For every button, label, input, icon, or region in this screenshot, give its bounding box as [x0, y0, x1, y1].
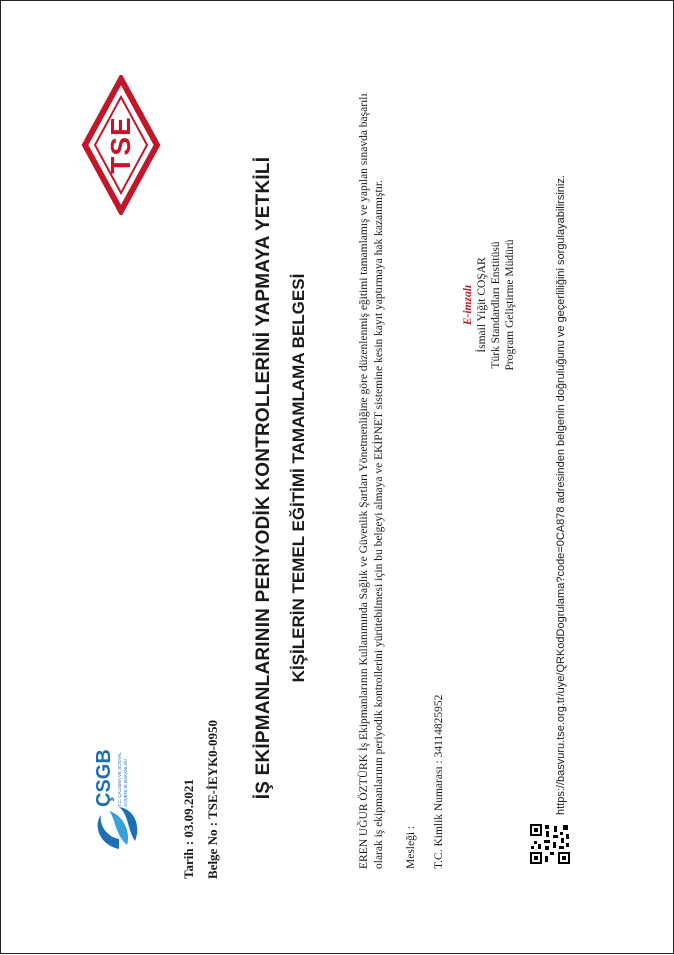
- tse-logo-text: TSE: [105, 116, 136, 174]
- profession-label: Mesleği :: [405, 825, 417, 869]
- qr-code-icon: [529, 823, 571, 865]
- csgb-logo-text: ÇSGB: [93, 749, 115, 807]
- tse-logo: [81, 75, 161, 215]
- signer-organization: Türk Standardları Enstitüsü: [490, 241, 502, 369]
- csgb-logo-subtext: T.C. ÇALIŞMA VE SOSYAL GÜVENLİK BAKANLIĞI: [117, 752, 128, 807]
- certificate-title-line1: İŞ EKİPMANLARININ PERİYODİK KONTROLLERİNİ YAPMAYA YETKİLİ: [253, 156, 274, 800]
- e-signed-label: E-imzalı: [462, 284, 474, 326]
- document-number: Belge No : TSE-İEYK0-0950: [205, 719, 220, 879]
- national-id: T.C. Kimlik Numarası : 34114825952: [433, 694, 445, 869]
- verification-url-text: https://basvuru.tse.org.tr/uye/QRKodDogrulama?code=0CA878 adresinden belgenin doğruluğunu ve geçerliliğini sorgulayabilirsiniz.: [555, 175, 567, 815]
- signer-role: Program Geliştirme Müdürü: [504, 239, 516, 371]
- issue-date: Tarih : 03.09.2021: [181, 779, 196, 879]
- certificate-title-line2: KİŞİLERİN TEMEL EĞİTİMİ TAMAMLAMA BELGESİ: [289, 273, 308, 683]
- csgb-logo: [79, 735, 149, 855]
- certificate-body: EREN UĞUR ÖZTÜRK İş Ekipmanlarının Kullanımında Sağlık ve Güvenlik Şartları Yönetmenliğine göre düzenlenmiş eğitimi tamamlamış ve yapılan sınavda başarılı olarak iş ekipmanlarının periyodik kontrollerini yürütebilmesi için bu belgeyi almaya ve EKİPNET sistemine kesin kayıt yaptırmaya hak kazanmıştır.: [358, 93, 385, 869]
- rotated-certificate: [1, 1, 674, 955]
- signature-block: [461, 225, 517, 385]
- signer-name: İsmail Yiğit COŞAR: [476, 257, 488, 353]
